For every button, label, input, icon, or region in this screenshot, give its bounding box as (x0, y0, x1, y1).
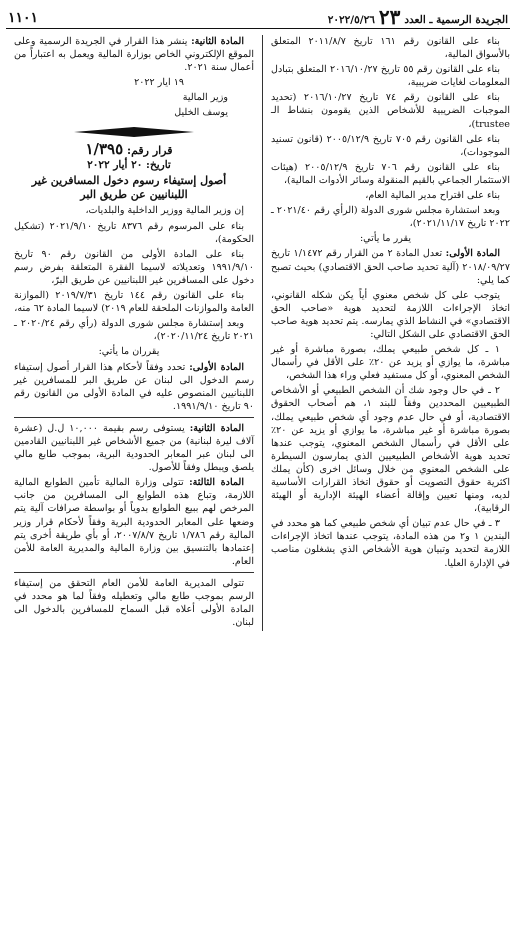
section-divider (14, 127, 254, 137)
preamble-item: بناء على القانون رقم ١٦١ تاريخ ٢٠١١/٨/٧ المتعلق بالأسواق المالية، (271, 36, 510, 61)
article-label: المادة الأولى: (189, 361, 244, 373)
gazette-title: الجريدة الرسمية ـ العدد (404, 14, 508, 26)
preamble-item: وبعد إستشارة مجلس شورى الدولة (رأي رقم ٢٠٢٠/٢٤ ـ ٢٠٢١ تاريخ ٢٠٢٠/١١/٢٤)، (14, 318, 254, 343)
preamble-item: بناء على القانون رقم ٧٠٥ تاريخ ٢٠٠٥/١٢/٩ (قانون تسنيد الموجودات)، (271, 133, 510, 158)
page-header (6, 4, 510, 29)
preamble-item: بناء على المرسوم رقم ٨٣٧٦ تاريخ ٢٠٢١/٩/١٠ (تشكيل الحكومة)، (14, 220, 254, 245)
decision-title: أصول إستيفاء رسوم دخول المسافرين غير اللبنانيين عن طريق البر (31, 174, 227, 202)
left-column (14, 35, 262, 631)
article-text: تعدل المادة ٢ من القرار رقم ١/١٤٧٢ تاريخ ٢٠١٨/٠٩/٢٧ (آلية تحديد صاحب الحق الاقتصادي) بحيث تصبح كما يلي: (271, 248, 510, 286)
preamble-item: بناء على القانون رقم ٧٤ تاريخ ٢٠١٦/١٠/٢٧ (تحديد الموجبات الضريبية للأشخاص الذين يقومون بنشاط الـ trustee)، (271, 92, 510, 130)
issue-date: ٢٠٢٢/٥/٢٦ (327, 14, 375, 26)
article-two (14, 35, 254, 74)
article-text: ينشر هذا القرار في الجريدة الرسمية وعلى الموقع الإلكتروني الخاص بوزارة المالية ويعمل به اعتباراً من أعمال سنة ٢٠٢١. (14, 36, 254, 74)
signature-date: ١٩ ايار ٢٠٢٢ (134, 77, 184, 89)
article-label: المادة الثالثة: (189, 477, 245, 489)
body-paragraph: يتوجب على كل شخص معنوي أياً يكن شكله القانوني، اتخاذ الإجراءات اللازمة لتحديد هوية «صاحب الحق الاقتصادي» في النشاط الذي يمارسه. يتم تحديد هوية صاحب الحق الاقتصادي على الشكل التالي: (271, 289, 510, 340)
preamble-item: بناء على القانون رقم ٧٠٦ تاريخ ٢٠٠٥/١٢/٩ (هيئات الاستثمار الجماعي بالقيم المنقولة وسائر الأدوات المالية)، (271, 161, 510, 186)
article-three (14, 476, 254, 568)
article-two (14, 422, 254, 474)
article-label: المادة الثانية: (191, 36, 244, 47)
preamble-item: وبعد استشارة مجلس شورى الدولة (الرأي رقم ٢٠٢١/٤٠ ـ ٢٠٢٢ تاريخ ٢٠٢١/١١/١٧)، (271, 205, 510, 230)
two-column-body (6, 35, 510, 631)
article-separator (14, 417, 254, 418)
decision-number: ١/٣٩٥ (85, 140, 124, 159)
article-label: المادة الثانية: (189, 422, 244, 434)
decide-heading: يقرران ما يأتي: (98, 346, 160, 358)
article-one (14, 361, 254, 413)
signature-title: وزير المالية (182, 92, 228, 104)
preamble-item: بناء على القانون رقم ٥٥ تاريخ ٢٠١٦/١٠/٢٧ المتعلق بتبادل المعلومات لغايات ضريبية، (271, 64, 510, 89)
preamble-item: بناء على اقتراح مدير المالية العام، (365, 190, 500, 202)
article-separator (14, 572, 254, 573)
decision-prefix: قرار رقم: (127, 144, 173, 158)
header-title-group (327, 5, 508, 29)
diamond-divider-icon (74, 127, 194, 137)
decision-date: تاريخ: ٢٠ أيار ٢٠٢٢ (87, 159, 171, 172)
article-one (271, 247, 510, 286)
preamble-item: بناء على المادة الأولى من القانون رقم ٩٠ تاريخ ١٩٩١/٩/١٠ وتعديلاته لاسيما الفقرة المتعلقة بفرض رسم دخول على المسافرين غير اللبنانيين عن طريق البرّ، (14, 248, 254, 286)
body-paragraph: ١ ـ كل شخص طبيعي يملك، بصورة مباشرة أو غير مباشرة، ما يوازي أو يزيد عن ٢٠٪ على الأقل في رأسمال الشخص المعنوي، أو كل مستفيد فعلي وراء هذا الشخص، (271, 344, 510, 382)
article-text: تتولى وزارة المالية تأمين الطوابع المالية اللازمة، وتباع هذه الطوابع الى المسافرين من جانب المرخص لهم ببيع الطوابع بدوياً أو بواسطة صرافات آلية يتم وضعها على المعابر الحدودية البرية وفقاً لأحكام قرار وزير المالية رقم ١/٧٨٦ تاريخ ٢٠٠٧/٨/٧، أو بأي طريقة أخرى يتم إعتمادها بالتنسيق بين وزارة المالية والمديرية العامة للأمن العام. (14, 477, 254, 567)
right-column (262, 35, 510, 631)
body-paragraph: ٢ ـ في حال وجود شك أن الشخص الطبيعي أو الأشخاص الطبيعيين المحددين وفقاً للبند ١، هم أصحاب الحقوق الاقتصادية، أو في حال عدم وجود أي شخص طبيعي يملك، بصورة مباشرة أو غير مباشرة، ما يوازي أو يزيد عن ٢٠٪ على الأقل في رأسمال الشخص المعنوي، يتوجب عندها تحديد هوية الأشخاص الطبيعيين الذي يمارسون السيطرة على الشخص المعنوي من خلال وسائل اخرى (كأن يملك اكثرية حقوق التصويت أو حقوق اتخاذ القرارات الأساسية لديه، ومنها تعيين وإقالة أعضاء الهيئة الإدارية أو الهيئة الرقابية)، (271, 385, 510, 515)
article-text: يستوفى رسم بقيمة ١٠,٠٠٠ ل.ل (عشرة آلاف ليرة لبنانية) من جميع الأشخاص غير اللبنانيين القادمين الى لبنان عبر المعابر الحدودية البرية، بموجب طابع مالي يلصق ويبطل وفقاً للأصول. (14, 422, 254, 474)
decides-heading: يقرر ما يأتي: (359, 233, 412, 245)
issue-number: ٢٣ (378, 5, 401, 29)
article-text: تحدد وفقاً لأحكام هذا القرار أصول إستيفاء رسم الدخول الى لبنان عن طريق البر للمسافرين غير اللبنانيين المنصوص عليه في المادة الأولى من القانون رقم ٩٠ تاريخ ١٩٩١/٩/١٠. (14, 361, 254, 412)
preamble-item: بناء على القانون رقم ١٤٤ تاريخ ٢٠١٩/٧/٣١ (الموازنة العامة والموازنات الملحقة للعام ٢٠١٩) لاسيما المادة ٦٢ منه، (14, 290, 254, 315)
preamble-item: إن وزير المالية ووزير الداخلية والبلديات، (85, 205, 244, 217)
body-paragraph: ٣ ـ في حال عدم تبيان أي شخص طبيعي كما هو محدد في البندين ١ و٢ من هذه المادة، يتوجب عندها اتخاذ الإجراءات اللازمة لتحديد وتبيان هوية الأشخاص الذي يشغلون مناصب في الإدارة العليا. (271, 518, 511, 569)
signature-name: يوسف الخليل (174, 107, 228, 119)
decision-number-line (14, 140, 254, 159)
article-label: المادة الأولى: (445, 248, 501, 260)
closing-paragraph: تتولى المديرية العامة للأمن العام التحقق من إستيفاء الرسم بموجب طابع مالي وتعطيله وفقاً لما هو محدد في المادة الأولى أعلاه قبل السماح للمسافرين بالدخول الى لبنان. (14, 577, 254, 629)
page-number: ١١٠١ (8, 10, 39, 26)
